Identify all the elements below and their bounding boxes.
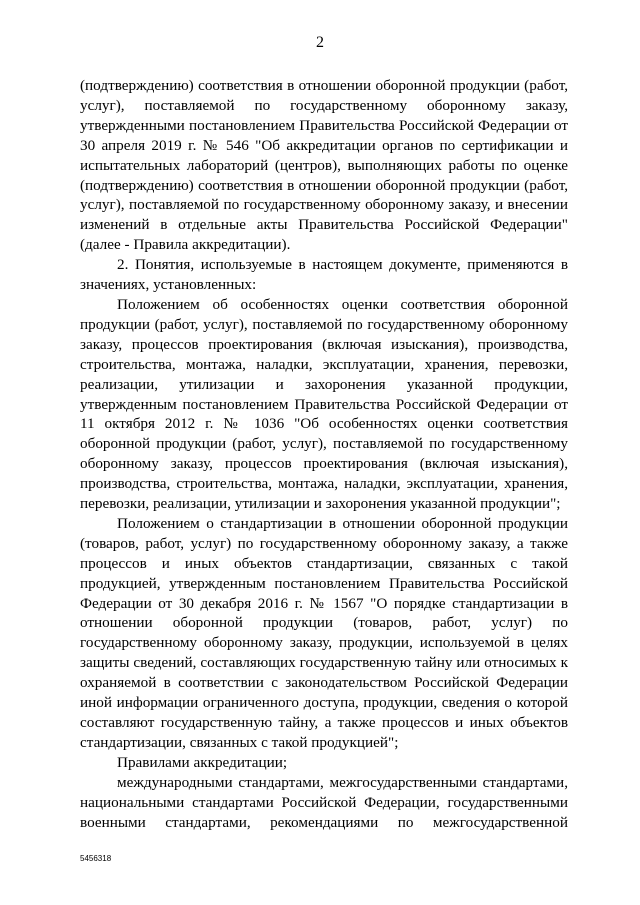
paragraph-accreditation-continued: (подтверждению) соответствия в отношении оборонной продукции (работ, услуг), поставляемой по государственному оборонному заказу, утвержденными постановлением Правительства Российской Федерации от 30 апреля 2019 г. № 546 "Об аккредитации органов по сертификации и испытательных лабораторий (центров), выполняющих работы по оценке (подтверждению) соответствия в отношении оборонной продукции (работ, услуг), поставляемой по государственному оборонному заказу, и внесении изменений в отдельные акты Правительства Российской Федерации" (далее - Правила аккредитации). [80, 77, 568, 254]
document-code: 5456318 [80, 854, 112, 863]
paragraph-clause-2: 2. Понятия, используемые в настоящем документе, применяются в значениях, установленных: [80, 256, 568, 294]
paragraph-standardization-regulation: Положением о стандартизации в отношении оборонной продукции (товаров, работ, услуг) по государственному оборонному заказу, а также процессов и иных объектов стандартизации, связанных с такой продукцией, утвержденным постановлением Правительства Российской Федерации от 30 декабря 2016 г. № 1567 "О порядке стандартизации в отношении оборонной продукции (товаров, работ, услуг) по государственному оборонному заказу, продукции, используемой в целях защиты сведений, составляющих государственную тайну или относимых к охраняемой в соответствии с законодательством Российской Федерации иной информации ограниченного доступа, продукции, сведения о которой составляют государственную тайну, а также процессов и иных объектов стандартизации, связанных с такой продукцией"; [80, 514, 568, 751]
paragraph-conformity-regulation: Положением об особенностях оценки соответствия оборонной продукции (работ, услуг), поставляемой по государственному оборонному заказу, процессов проектирования (включая изыскания), производства, строительства, монтажа, наладки, эксплуатации, хранения, перевозки, реализации, утилизации и захоронения указанной продукции, утвержденным постановлением Правительства Российской Федерации от 11 октября 2012 г. № 1036 "Об особенностях оценки соответствия оборонной продукции (работ, услуг), поставляемой по государственному оборонному заказу, процессов проектирования (включая изыскания), производства, строительства, монтажа, наладки, эксплуатации, хранения, перевозки, реализации, утилизации и захоронения указанной продукции"; [80, 295, 568, 513]
paragraph-accreditation-rules: Правилами аккредитации; [117, 753, 288, 771]
paragraph-standards: международными стандартами, межгосударственными стандартами, национальными стандартами Российской Федерации, государственными военными стандартами, рекомендациями по межгосударственной [80, 773, 568, 831]
document-body [80, 76, 568, 832]
page-number: 2 [316, 34, 324, 51]
